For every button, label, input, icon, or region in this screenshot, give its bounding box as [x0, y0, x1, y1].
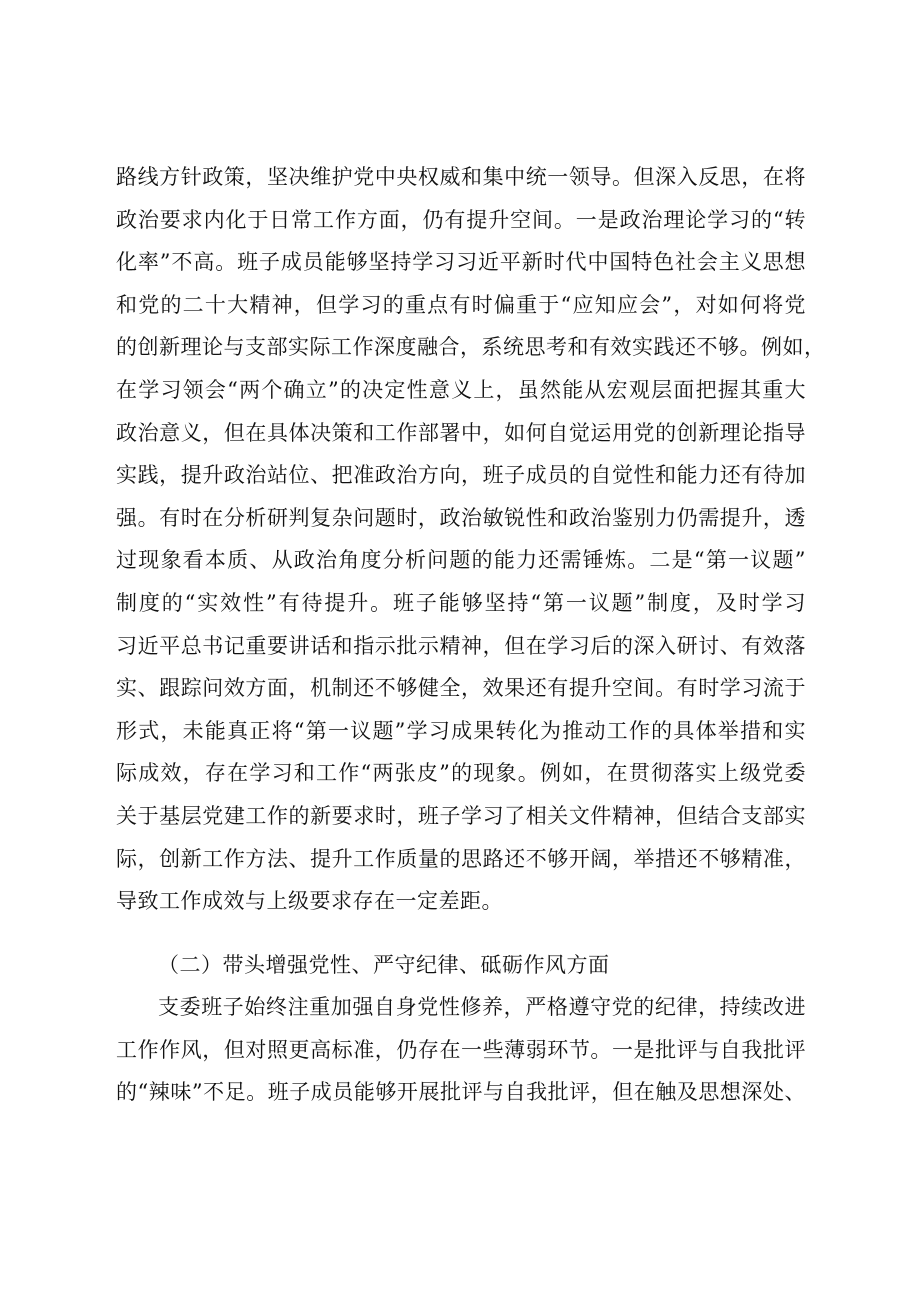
text-line: 习近平总书记重要讲话和指示批示精神，但在学习后的深入研讨、有效落 — [116, 633, 806, 658]
text-line: 实践，提升政治站位、把准政治方向，班子成员的自觉性和能力还有待加 — [116, 463, 806, 488]
text-line: 制度的“实效性”有待提升。班子能够坚持“第一议题”制度，及时学习 — [116, 590, 806, 615]
text-line: 化率”不高。班子成员能够坚持学习习近平新时代中国特色社会主义思想 — [116, 250, 806, 275]
text-line: 政治意义，但在具体决策和工作部署中，如何自觉运用党的创新理论指导 — [116, 420, 806, 445]
text-line: 路线方针政策，坚决维护党中央权威和集中统一领导。但深入反思，在将 — [116, 165, 806, 189]
text-line: 在学习领会“两个确立”的决定性意义上，虽然能从宏观层面把握其重大 — [116, 377, 806, 402]
text-line: 际成效，存在学习和工作“两张皮”的现象。例如，在贯彻落实上级党委 — [116, 761, 806, 786]
text-line: 的创新理论与支部实际工作深度融合，系统思考和有效实践还不够。例如， — [116, 335, 826, 360]
paragraph-1 — [116, 156, 826, 923]
text-line: 际，创新工作方法、提升工作质量的思路还不够开阔，举措还不够精准， — [116, 846, 806, 871]
text-line: 导致工作成效与上级要求存在一定差距。 — [116, 889, 503, 914]
text-line: 的“辣味”不足。班子成员能够开展批评与自我批评，但在触及思想深处、 — [116, 1080, 806, 1105]
text-line: 形式，未能真正将“第一议题”学习成果转化为推动工作的具体举措和实 — [116, 718, 806, 743]
text-line: 工作作风，但对照更高标准，仍存在一些薄弱环节。一是批评与自我批评 — [116, 1037, 806, 1062]
text-line: 强。有时在分析研判复杂问题时，政治敏锐性和政治鉴别力仍需提升，透 — [116, 505, 806, 530]
text-line: 实、跟踪问效方面，机制还不够健全，效果还有提升空间。有时学习流于 — [116, 676, 806, 701]
text-line: 过现象看本质、从政治角度分析问题的能力还需锤炼。二是“第一议题” — [116, 548, 806, 573]
section-heading: （二）带头增强党性、严守纪律、砥砺作风方面 — [158, 953, 610, 977]
paragraph-2 — [116, 986, 806, 1114]
text-line: 和党的二十大精神，但学习的重点有时偏重于“应知应会”，对如何将党 — [116, 292, 806, 317]
text-line: 支委班子始终注重加强自身党性修养，严格遵守党的纪律，持续改进 — [158, 995, 806, 1019]
text-line: 关于基层党建工作的新要求时，班子学习了相关文件精神，但结合支部实 — [116, 803, 806, 828]
text-line: 政治要求内化于日常工作方面，仍有提升空间。一是政治理论学习的“转 — [116, 207, 806, 232]
